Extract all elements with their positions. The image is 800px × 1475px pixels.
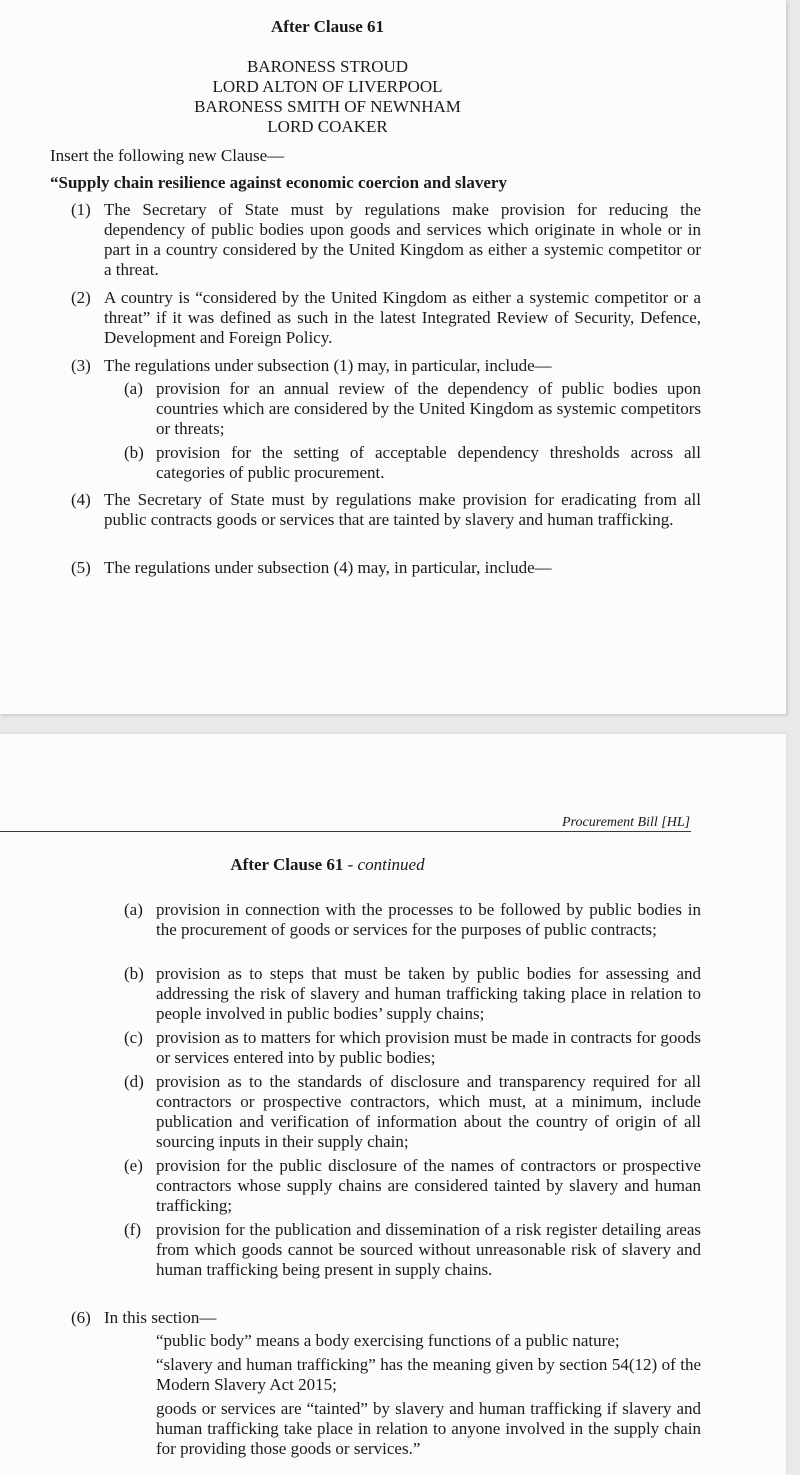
document-page-1 [0, 0, 786, 714]
sponsor-name: BARONESS STROUD [246, 57, 409, 76]
paragraph-text: provision as to the standards of disclosure and transparency required for all contractors or prospective contractors, which must, at a minimum, include publication and verification of information about the country of origin of all sourcing inputs in their supply chain; [156, 1072, 701, 1151]
amendment-instruction: Insert the following new Clause— [50, 146, 285, 165]
clause-heading: After Clause 61 [271, 17, 384, 36]
subsection-text: The Secretary of State must by regulations make provision for reducing the dependency of public bodies upon goods and services which originate in whole or in part in a country considered by the United Kingdom as either a systemic competitor or a threat. [104, 200, 701, 279]
paragraph-text: provision as to matters for which provision must be made in contracts for goods or services entered into by public bodies; [156, 1028, 701, 1067]
subsection-number: (2) [71, 288, 91, 307]
definition-tainted: goods or services are “tainted” by slavery and human trafficking if slavery and human trafficking take place in relation to anyone involved in the supply chain for providing those goods or services.” [156, 1399, 701, 1458]
sponsor-name: LORD ALTON OF LIVERPOOL [212, 77, 443, 96]
continued-heading [0, 855, 655, 875]
paragraph-letter: (b) [124, 443, 144, 462]
subsection-text: The Secretary of State must by regulations make provision for eradicating from all public contracts goods or services that are tainted by slavery and human trafficking. [104, 490, 701, 529]
paragraph-text: provision for the public disclosure of the names of contractors or prospective contractors whose supply chains are considered tainted by slavery and human trafficking; [156, 1156, 701, 1215]
sponsor-name: LORD COAKER [267, 117, 388, 136]
paragraph-text: provision as to steps that must be taken by public bodies for assessing and addressing the risk of slavery and human trafficking taking place in relation to people involved in public bodies’ supply chains; [156, 964, 701, 1023]
paragraph-text: provision for the setting of acceptable dependency thresholds across all categories of public procurement. [156, 443, 701, 482]
paragraph-text: provision for an annual review of the dependency of public bodies upon countries which are considered by the United Kingdom as systemic competitors or threats; [156, 379, 701, 438]
subsection-number: (3) [71, 356, 91, 375]
definition-public-body: “public body” means a body exercising functions of a public nature; [156, 1331, 620, 1350]
paragraph-letter: (e) [124, 1156, 143, 1175]
header-divider [0, 831, 691, 832]
document-page-2 [0, 734, 786, 1475]
paragraph-text: provision in connection with the processes to be followed by public bodies in the procurement of goods or services for the purposes of public contracts; [156, 900, 701, 939]
continued-label: - continued [347, 855, 425, 874]
clause-heading: After Clause 61 [230, 855, 344, 874]
paragraph-letter: (a) [124, 379, 143, 398]
paragraph-text: provision for the publication and dissemination of a risk register detailing areas from which goods cannot be sourced without unreasonable risk of slavery and human trafficking being present in supply chains. [156, 1220, 701, 1279]
running-header: Procurement Bill [HL] [562, 815, 691, 830]
new-clause-title: “Supply chain resilience against economic coercion and slavery [50, 173, 507, 192]
subsection-number: (6) [71, 1308, 91, 1327]
paragraph-letter: (d) [124, 1072, 144, 1091]
subsection-number: (1) [71, 200, 91, 219]
sponsor-name: BARONESS SMITH OF NEWNHAM [194, 97, 461, 116]
subsection-number: (5) [71, 558, 91, 577]
paragraph-letter: (a) [124, 900, 143, 919]
definition-slavery: “slavery and human trafficking” has the meaning given by section 54(12) of the Modern Slavery Act 2015; [156, 1355, 701, 1394]
subsection-text: A country is “considered by the United Kingdom as either a systemic competitor or a threat” if it was defined as such in the latest Integrated Review of Security, Defence, Development and Foreign Policy. [104, 288, 701, 347]
paragraph-letter: (c) [124, 1028, 143, 1047]
subsection-text: In this section— [104, 1308, 217, 1327]
subsection-text: The regulations under subsection (1) may, in particular, include— [104, 356, 552, 375]
subsection-number: (4) [71, 490, 91, 509]
paragraph-letter: (f) [124, 1220, 141, 1239]
sponsor-list [0, 57, 655, 137]
paragraph-letter: (b) [124, 964, 144, 983]
subsection-text: The regulations under subsection (4) may, in particular, include— [104, 558, 552, 577]
